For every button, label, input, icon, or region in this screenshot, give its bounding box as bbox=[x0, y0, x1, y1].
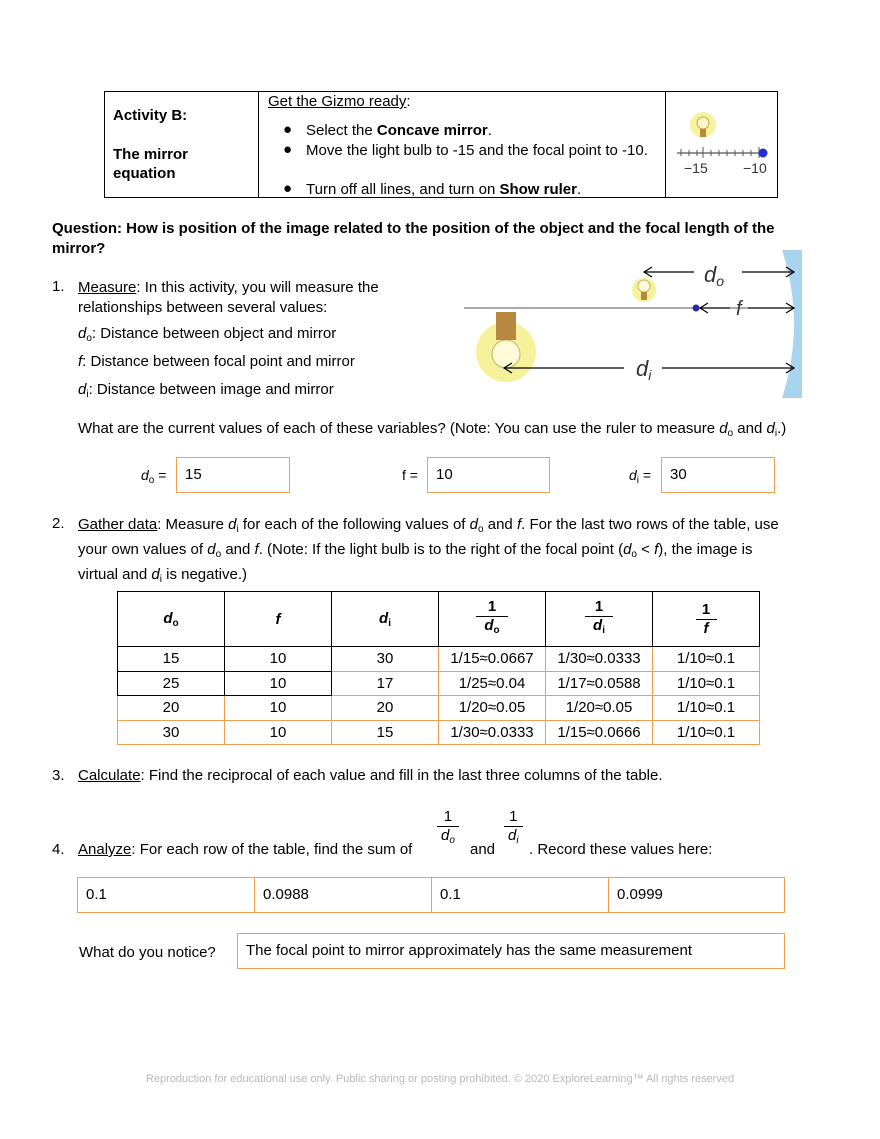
header-inv-di: $\frac{1}{d_i}$ bbox=[546, 592, 653, 647]
def-di-text: : Distance between image and mirror bbox=[88, 381, 334, 398]
di-equals: = bbox=[642, 467, 652, 483]
step-2-line1-b: for each of the following values of bbox=[238, 516, 470, 533]
step-1-prompt-end: .) bbox=[777, 420, 787, 437]
footer-copyright: Reproduction for educational use only. Public sharing or posting prohibited. © 2020 ExploreLearning™ All rights reserved bbox=[145, 1073, 735, 1085]
gizmo-ready-label: Get the Gizmo ready bbox=[268, 93, 407, 110]
step-3-body: : Find the reciprocal of each value and fill in the last three columns of the table. bbox=[140, 767, 663, 784]
bullet-1 bbox=[306, 121, 666, 140]
table-cell[interactable]: 10 bbox=[225, 696, 332, 721]
step-2-line2-b: and bbox=[221, 541, 255, 558]
ruler-illustration bbox=[675, 100, 775, 180]
step-2-number: 2. bbox=[52, 515, 65, 532]
table-row bbox=[118, 671, 760, 696]
header-di: $d_i$ bbox=[332, 592, 439, 647]
step-2-text: Gather data: Measure $d_i$ for each of the following values of $d_o$ and f. For the last two rows of the table, use your own values of $d_o$ and f. (Note: If the light bulb is to the right of the focal point $(d_o < f)$, the image is virtual and $d_i$ is negative.) bbox=[78, 516, 779, 585]
focal-point-dot bbox=[693, 305, 700, 312]
def-di: $d_i$: Distance between image and mirror bbox=[78, 381, 334, 400]
sum-field-1[interactable]: 0.1 bbox=[77, 877, 255, 913]
di-answer-field[interactable]: 30 bbox=[661, 457, 775, 493]
bullet-3-bold: Show ruler bbox=[499, 181, 577, 198]
step-4-number: 4. bbox=[52, 841, 65, 858]
bullet-3-text: Turn off all lines, and turn on bbox=[306, 181, 500, 198]
step-1-intro bbox=[78, 278, 379, 317]
notice-answer-field[interactable]: The focal point to mirror approximately has the same measurement bbox=[237, 933, 785, 969]
object-bulb-base-icon bbox=[641, 292, 647, 300]
table-cell[interactable]: 1/10≈0.1 bbox=[653, 671, 760, 696]
f-field-label: f = bbox=[402, 467, 418, 483]
table-cell[interactable]: 20 bbox=[118, 696, 225, 721]
ruler-label-minus15: −15 bbox=[684, 160, 708, 176]
step-4-body: : For each row of the table, find the sum of bbox=[131, 841, 413, 858]
step-2-line1-a: : Measure bbox=[157, 516, 229, 533]
step-1-prompt: What are the current values of each of these variables? (Note: You can use the ruler to measure $d_o$ and $d_i$.) bbox=[78, 420, 787, 439]
data-table bbox=[117, 591, 760, 745]
step-1-heading: Measure bbox=[78, 279, 137, 296]
step-2-line1-d: . For the last two rows of the table, use bbox=[521, 516, 779, 533]
diagram-di-label: d bbox=[636, 356, 649, 381]
svg-text:do: do bbox=[704, 262, 725, 289]
table-cell[interactable]: 1/10≈0.1 bbox=[653, 720, 760, 745]
header-inv-f-num: 1 bbox=[701, 600, 711, 618]
step-2-line3-b: is negative.) bbox=[161, 566, 247, 583]
activity-subtitle-2: equation bbox=[113, 165, 176, 182]
f-answer-field[interactable]: 10 bbox=[427, 457, 550, 493]
table-cell[interactable]: 10 bbox=[225, 720, 332, 745]
bullet-2: Move the light bulb to -15 and the focal point to -10. bbox=[306, 142, 648, 159]
mirror-diagram bbox=[464, 250, 804, 398]
di-field-label: $d_i$ = bbox=[629, 467, 652, 486]
header-inv-do-num: 1 bbox=[487, 598, 497, 615]
step-3-text bbox=[78, 767, 663, 784]
table-cell[interactable]: 30 bbox=[118, 720, 225, 745]
bullet-1-end: . bbox=[487, 122, 492, 139]
step-3-heading: Calculate bbox=[78, 767, 141, 784]
table-cell[interactable]: 1/15≈0.0666 bbox=[546, 720, 653, 745]
bullet-1-text: Select the bbox=[306, 122, 377, 139]
bullet-1-bold: Concave mirror bbox=[376, 122, 488, 139]
bullet-icon: ● bbox=[283, 141, 293, 158]
table-cell[interactable]: 15 bbox=[332, 720, 439, 745]
table-cell[interactable]: 1/20≈0.05 bbox=[546, 696, 653, 721]
table-cell[interactable]: 17 bbox=[332, 671, 439, 696]
table-row bbox=[118, 696, 760, 721]
step-2-line2-d: < bbox=[636, 541, 655, 558]
table-row bbox=[118, 720, 760, 745]
def-do: $d_o$: Distance between object and mirror bbox=[78, 325, 337, 344]
header-inv-f: $\frac{1}{f}$ bbox=[653, 592, 760, 647]
step-4-text bbox=[78, 841, 412, 858]
small-bulb-icon bbox=[697, 117, 709, 129]
header-f-text: f bbox=[275, 610, 281, 628]
question-text: Question: How is position of the image related to the position of the object and the focal length of the mirror? bbox=[52, 220, 775, 257]
header-f bbox=[225, 592, 332, 647]
notice-label: What do you notice? bbox=[79, 944, 216, 961]
table-cell[interactable]: 1/20≈0.05 bbox=[439, 696, 546, 721]
def-do-text: : Distance between object and mirror bbox=[91, 325, 337, 342]
header-inv-di-num: 1 bbox=[594, 598, 604, 615]
sum-field-4[interactable]: 0.0999 bbox=[608, 877, 785, 913]
bullet-3-end: . bbox=[576, 181, 582, 198]
table-cell[interactable]: 20 bbox=[332, 696, 439, 721]
inv-di-fraction: $\frac{1}{d_i}$ bbox=[504, 808, 523, 850]
sum-field-2[interactable]: 0.0988 bbox=[254, 877, 432, 913]
focal-point-marker bbox=[759, 149, 768, 158]
table-cell[interactable]: 1/15≈0.0667 bbox=[439, 647, 546, 672]
do-answer-field[interactable]: 15 bbox=[176, 457, 290, 493]
table-cell: 25 bbox=[118, 671, 225, 696]
do-field-label: $d_o$ = bbox=[141, 467, 167, 486]
table-header-row bbox=[118, 592, 760, 647]
gizmo-ready-colon: : bbox=[406, 93, 411, 110]
activity-subtitle-1: The mirror bbox=[113, 146, 189, 163]
step-1-number: 1. bbox=[52, 278, 65, 295]
table-cell: 10 bbox=[225, 647, 332, 672]
step-2-line2-e: ), the image is bbox=[658, 541, 753, 558]
header-do: $d_o$ bbox=[118, 592, 225, 647]
header-do-text: d bbox=[163, 609, 173, 627]
bulb-base-icon bbox=[700, 129, 706, 137]
step-1-text-b: relationships between several values: bbox=[78, 298, 328, 316]
table-cell: 10 bbox=[225, 671, 332, 696]
header-di-text: d bbox=[379, 609, 389, 627]
table-cell[interactable]: 1/30≈0.0333 bbox=[439, 720, 546, 745]
table-cell: 15 bbox=[118, 647, 225, 672]
activity-title: Activity B: bbox=[113, 107, 188, 124]
table-cell[interactable]: 1/30≈0.0333 bbox=[546, 647, 653, 672]
step-2-heading: Gather data bbox=[78, 516, 158, 533]
image-bulb-icon bbox=[492, 340, 520, 368]
step-4-and: and bbox=[470, 841, 496, 858]
do-equals: = bbox=[158, 467, 167, 483]
table-cell[interactable]: 1/17≈0.0588 bbox=[546, 671, 653, 696]
inv-do-fraction: $\frac{1}{d_o}$ bbox=[437, 808, 459, 850]
bullet-icon: ● bbox=[283, 180, 293, 197]
table-row bbox=[118, 647, 760, 672]
table-cell[interactable]: 1/10≈0.1 bbox=[653, 696, 760, 721]
table-cell[interactable]: 1/25≈0.04 bbox=[439, 671, 546, 696]
step-1-prompt-text: What are the current values of each of these variables? (Note: You can use the ruler to measure bbox=[78, 420, 720, 437]
svg-text:di: di bbox=[636, 356, 652, 383]
header-inv-do: $\frac{1}{d_o}$ bbox=[439, 592, 546, 647]
bullet-icon: ● bbox=[283, 121, 293, 138]
def-f-text: : Distance between focal point and mirror bbox=[82, 353, 355, 370]
gizmo-ready-heading bbox=[268, 93, 411, 110]
ruler-label-minus10: −10 bbox=[743, 160, 767, 176]
step-1-text-a: : In this activity, you will measure the bbox=[136, 279, 379, 296]
step-4-record: . Record these values here: bbox=[529, 841, 713, 858]
diagram-f-label: f bbox=[736, 298, 742, 320]
step-3-number: 3. bbox=[52, 767, 65, 784]
table-cell[interactable]: 1/10≈0.1 bbox=[653, 647, 760, 672]
step-4-heading: Analyze bbox=[78, 841, 132, 858]
step-1-prompt-and: and bbox=[733, 420, 767, 437]
step-2-line1-c: and bbox=[483, 516, 517, 533]
table-cell[interactable]: 30 bbox=[332, 647, 439, 672]
def-f: f: Distance between focal point and mirror bbox=[78, 353, 355, 370]
sum-field-3[interactable]: 0.1 bbox=[431, 877, 609, 913]
step-2-line2-a: your own values of bbox=[78, 541, 208, 558]
step-2-line2-c: . (Note: If the light bulb is to the right of the focal point ( bbox=[258, 541, 624, 558]
diagram-do-label: d bbox=[704, 262, 717, 287]
step-2-line3-a: virtual and bbox=[78, 566, 152, 583]
bullet-3 bbox=[306, 180, 666, 199]
object-bulb-icon bbox=[638, 280, 650, 292]
image-bulb-base-icon bbox=[496, 312, 516, 340]
